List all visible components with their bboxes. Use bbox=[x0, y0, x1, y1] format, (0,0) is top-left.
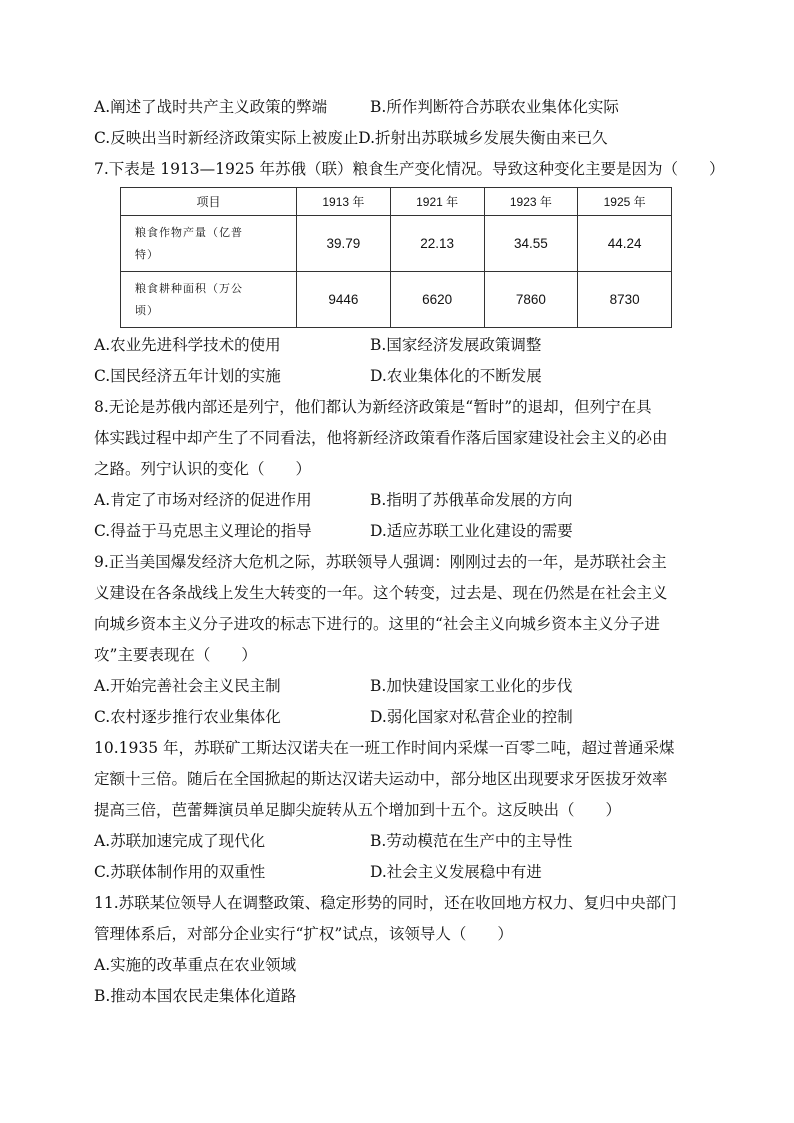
q7-grain-table bbox=[120, 187, 672, 328]
table-cell: 9446 bbox=[297, 272, 391, 328]
table-cell: 6620 bbox=[390, 272, 484, 328]
q6-options-row-1 bbox=[94, 92, 714, 123]
q11-stem-line: 管理体系后，对部分企业实行“扩权”试点，该领导人（ ） bbox=[94, 925, 513, 943]
q10-option-b[interactable]: B.劳动模范在生产中的主导性 bbox=[370, 832, 573, 850]
q9-option-a[interactable]: A.开始完善社会主义民主制 bbox=[94, 677, 281, 695]
q7-options-row-2 bbox=[94, 361, 714, 392]
q10-option-a[interactable]: A.苏联加速完成了现代化 bbox=[94, 832, 266, 850]
q8-option-a[interactable]: A.肯定了市场对经济的促进作用 bbox=[94, 491, 312, 509]
table-cell: 39.79 bbox=[297, 216, 391, 272]
q10-options-row-1 bbox=[94, 826, 714, 857]
q10-stem-line: 提高三倍，芭蕾舞演员单足脚尖旋转从五个增加到十五个。这反映出（ ） bbox=[94, 801, 622, 819]
table-cell: 44.24 bbox=[578, 216, 672, 272]
q10-options-row-2 bbox=[94, 857, 714, 888]
table-header-cell: 1925 年 bbox=[578, 188, 672, 216]
table-row-label bbox=[121, 272, 297, 328]
q7-option-c[interactable]: C.国民经济五年计划的实施 bbox=[94, 367, 281, 385]
q9-stem-line: 义建设在各条战线上发生大转变的一年。这个转变，过去是、现在仍然是在社会主义 bbox=[94, 584, 668, 602]
table-row-label bbox=[121, 216, 297, 272]
q8-stem-line: 体实践过程中却产生了不同看法，他将新经济政策看作落后国家建设社会主义的必由 bbox=[94, 429, 668, 447]
q10-option-c[interactable]: C.苏联体制作用的双重性 bbox=[94, 863, 266, 881]
q9-options-row-1 bbox=[94, 671, 714, 702]
q6-options-row-2 bbox=[94, 123, 714, 154]
table-cell: 22.13 bbox=[390, 216, 484, 272]
row-label-line2: 特） bbox=[135, 248, 159, 261]
q11-stem-line: 11.苏联某位领导人在调整政策、稳定形势的同时，还在收回地方权力、复归中央部门 bbox=[94, 894, 677, 912]
q8-option-b[interactable]: B.指明了苏俄革命发展的方向 bbox=[370, 491, 573, 509]
q9-stem-line: 攻”主要表现在（ ） bbox=[94, 646, 257, 664]
table-header-cell: 1913 年 bbox=[297, 188, 391, 216]
q9-stem-line: 向城乡资本主义分子进攻的标志下进行的。这里的“社会主义向城乡资本主义分子进 bbox=[94, 615, 660, 633]
row-label-line1: 粮食耕种面积（万公 bbox=[135, 282, 243, 295]
q9-option-c[interactable]: C.农村逐步推行农业集体化 bbox=[94, 708, 281, 726]
row-label-line2: 顷） bbox=[135, 304, 159, 317]
q7-option-a[interactable]: A.农业先进科学技术的使用 bbox=[94, 336, 281, 354]
q6-option-d[interactable]: D.折射出苏联城乡发展失衡由来已久 bbox=[358, 129, 608, 147]
q6-option-c[interactable]: C.反映出当时新经济政策实际上被废止 bbox=[94, 129, 359, 147]
table-header-cell: 1923 年 bbox=[484, 188, 578, 216]
table-header-cell: 1921 年 bbox=[390, 188, 484, 216]
q10-option-d[interactable]: D.社会主义发展稳中有进 bbox=[370, 863, 542, 881]
q7-stem: 7.下表是 1913—1925 年苏俄（联）粮食生产变化情况。导致这种变化主要是因为（ ） bbox=[94, 160, 725, 178]
exam-page bbox=[94, 92, 725, 1012]
table-header-row bbox=[121, 188, 672, 216]
q8-stem-line: 8.无论是苏俄内部还是列宁，他们都认为新经济政策是“暂时”的退却，但列宁在具 bbox=[94, 398, 652, 416]
table-cell: 7860 bbox=[484, 272, 578, 328]
row-label-line1: 粮食作物产量（亿普 bbox=[135, 226, 243, 239]
q6-option-a[interactable]: A.阐述了战时共产主义政策的弊端 bbox=[94, 98, 328, 116]
q8-options-row-1 bbox=[94, 485, 714, 516]
q6-option-b[interactable]: B.所作判断符合苏联农业集体化实际 bbox=[370, 98, 619, 116]
q9-options-row-2 bbox=[94, 702, 714, 733]
q10-stem-line: 10.1935 年，苏联矿工斯达汉诺夫在一班工作时间内采煤一百零二吨，超过普通采煤 bbox=[94, 739, 675, 757]
table-cell: 34.55 bbox=[484, 216, 578, 272]
q11-option-b[interactable]: B.推动本国农民走集体化道路 bbox=[94, 987, 297, 1005]
q8-option-c[interactable]: C.得益于马克思主义理论的指导 bbox=[94, 522, 312, 540]
q8-options-row-2 bbox=[94, 516, 714, 547]
q9-stem-line: 9.正当美国爆发经济大危机之际，苏联领导人强调：刚刚过去的一年，是苏联社会主 bbox=[94, 553, 667, 571]
table-row bbox=[121, 216, 672, 272]
q8-option-d[interactable]: D.适应苏联工业化建设的需要 bbox=[370, 522, 573, 540]
q8-stem-line: 之路。列宁认识的变化（ ） bbox=[94, 460, 312, 478]
q11-option-a[interactable]: A.实施的改革重点在农业领域 bbox=[94, 956, 297, 974]
table-header-cell: 项目 bbox=[121, 188, 297, 216]
q7-option-d[interactable]: D.农业集体化的不断发展 bbox=[370, 367, 542, 385]
q10-stem-line: 定额十三倍。随后在全国掀起的斯达汉诺夫运动中，部分地区出现要求牙医拔牙效率 bbox=[94, 770, 668, 788]
q9-option-d[interactable]: D.弱化国家对私营企业的控制 bbox=[370, 708, 573, 726]
q7-option-b[interactable]: B.国家经济发展政策调整 bbox=[370, 336, 542, 354]
table-row bbox=[121, 272, 672, 328]
table-cell: 8730 bbox=[578, 272, 672, 328]
q7-options-row-1 bbox=[94, 330, 714, 361]
q9-option-b[interactable]: B.加快建设国家工业化的步伐 bbox=[370, 677, 573, 695]
